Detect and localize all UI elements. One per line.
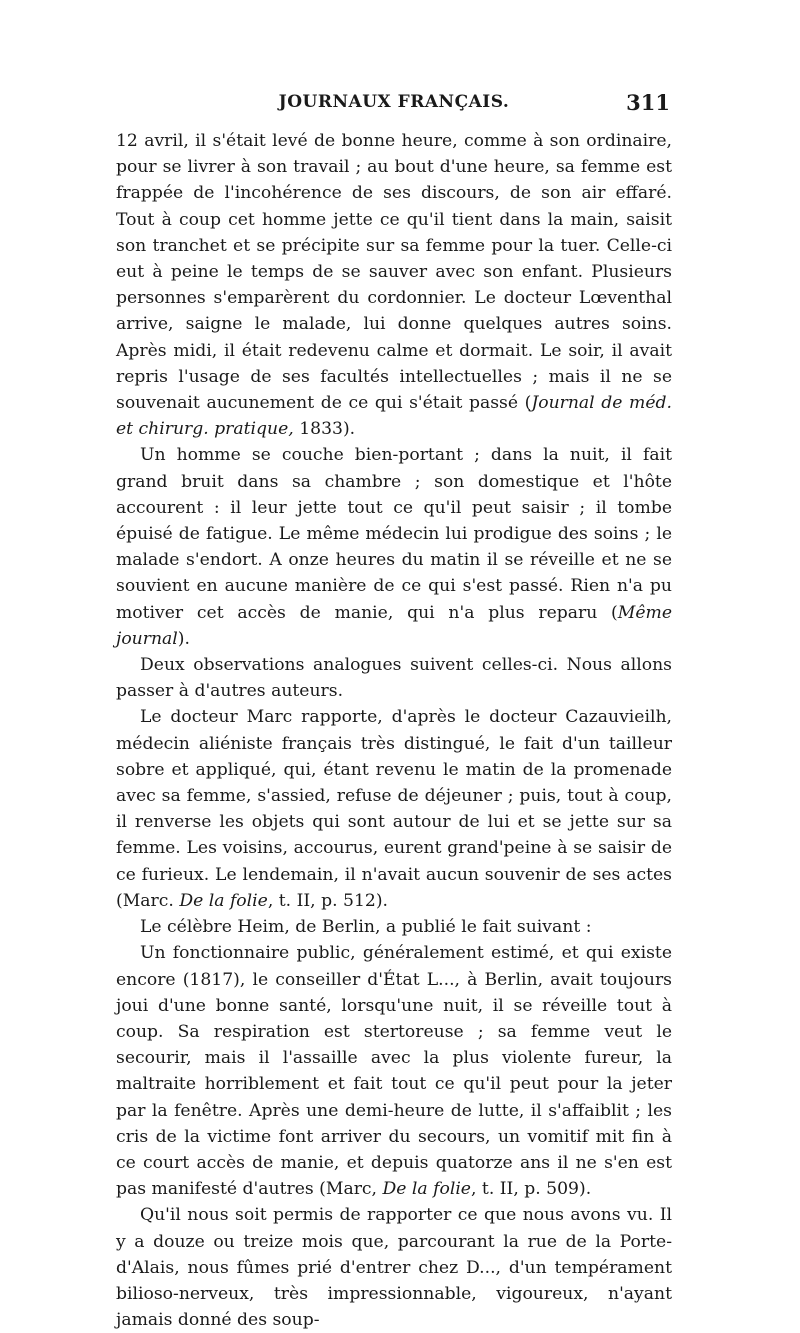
citation-de-la-folie-2: De la folie: [382, 1179, 471, 1200]
paragraph-5-text: Le célèbre Heim, de Berlin, a publié le fait suivant :: [140, 917, 592, 938]
running-title: JOURNAUX FRANÇAIS.: [278, 92, 510, 112]
paragraph-4-text: Le docteur Marc rapporte, d'après le docteur Cazauvieilh, médecin aliéniste français très distingué, le fait d'un tailleur sobre et appliqué, qui, étant revenu le matin de la promenade avec sa femme, s'assied, refuse de déjeuner ; puis, tout à coup, il renverse les objets qui sont autour de lui et se jette sur sa femme. Les voisins, accourus, eurent grand'peine à se saisir de ce furieux. Le lendemain, il n'avait aucun souvenir de ses actes (Marc.: [116, 707, 672, 911]
paragraph-3: [116, 652, 672, 704]
paragraph-6: [116, 940, 672, 1202]
paragraph-3-text: Deux observations analogues suivent celles-ci. Nous allons passer à d'autres auteurs.: [116, 655, 672, 702]
paragraph-2: [116, 442, 672, 652]
paragraph-4-tail: , t. II, p. 512).: [267, 890, 388, 911]
citation-meme-journal: Même journal: [116, 602, 672, 649]
paragraph-7: [116, 1202, 672, 1333]
citation-de-la-folie-1: De la folie: [179, 890, 268, 911]
paragraph-1-tail: 1833).: [293, 419, 356, 440]
paragraph-6-tail: , t. II, p. 509).: [470, 1179, 592, 1200]
paragraph-5: [116, 914, 672, 940]
page-number: 311: [626, 90, 670, 115]
paragraph-7-text: Qu'il nous soit permis de rapporter ce que nous avons vu. Il y a douze ou treize mois que, parcourant la rue de la Porte-d'Alais, nous fûmes prié d'entrer chez D..., d'un tempérament bilioso-nerveux, très impressionnable, vigoureux, n'ayant jamais donné des soup-: [116, 1205, 672, 1331]
paragraph-4: [116, 704, 672, 914]
paragraph-6-text: Un fonctionnaire public, généralement estimé, et qui existe encore (1817), le conseiller d'État L..., à Berlin, avait toujours joui d'une bonne santé, lorsqu'une nuit, il se réveille tout à coup. Sa respiration est stertoreuse ; sa femme veut le secourir, mais il l'assaille avec la plus violente fureur, la maltraite horriblement et fait tout ce qu'il peut pour la jeter par la fenêtre. Après une demi-heure de lutte, il s'affaiblit ; les cris de la victime font arriver du secours, un vomitif mit fin à ce court accès de manie, et depuis quatorze ans il ne s'en est pas manifesté d'autres (Marc,: [116, 943, 672, 1200]
body-text: [116, 128, 672, 1333]
citation-journal-med-chirurg: Journal de méd. et chirurg. pratique,: [116, 393, 672, 440]
paragraph-1: [116, 128, 672, 442]
running-header: [118, 92, 670, 122]
paragraph-2-text: Un homme se couche bien-portant ; dans la nuit, il fait grand bruit dans sa chambre ; son domestique et l'hôte accourent : il leur jette tout ce qu'il peut saisir ; il tombe épuisé de fatigue. Le même médecin lui prodigue des soins ; le malade s'endort. A onze heures du matin il se réveille et ne se souvient en aucune manière de ce qui s'est passé. Rien n'a pu motiver cet accès de manie, qui n'a plus reparu (: [116, 445, 672, 623]
paragraph-1-text: 12 avril, il s'était levé de bonne heure, comme à son ordinaire, pour se livrer à son travail ; au bout d'une heure, sa femme est frappée de l'incohérence de ses discours, de son air effaré. Tout à coup cet homme jette ce qu'il tient dans la main, saisit son tranchet et se précipite sur sa femme pour la tuer. Celle-ci eut à peine le temps de se sauver avec son enfant. Plusieurs personnes s'emparèrent du cordonnier. Le docteur Lœventhal arrive, saigne le malade, lui donne quelques autres soins. Après midi, il était redevenu calme et dormait. Le soir, il avait repris l'usage de ses facultés intellectuelles ; mais il ne se souvenait aucunement de ce qui s'était passé (: [116, 131, 672, 414]
paragraph-2-tail: ).: [177, 628, 190, 649]
